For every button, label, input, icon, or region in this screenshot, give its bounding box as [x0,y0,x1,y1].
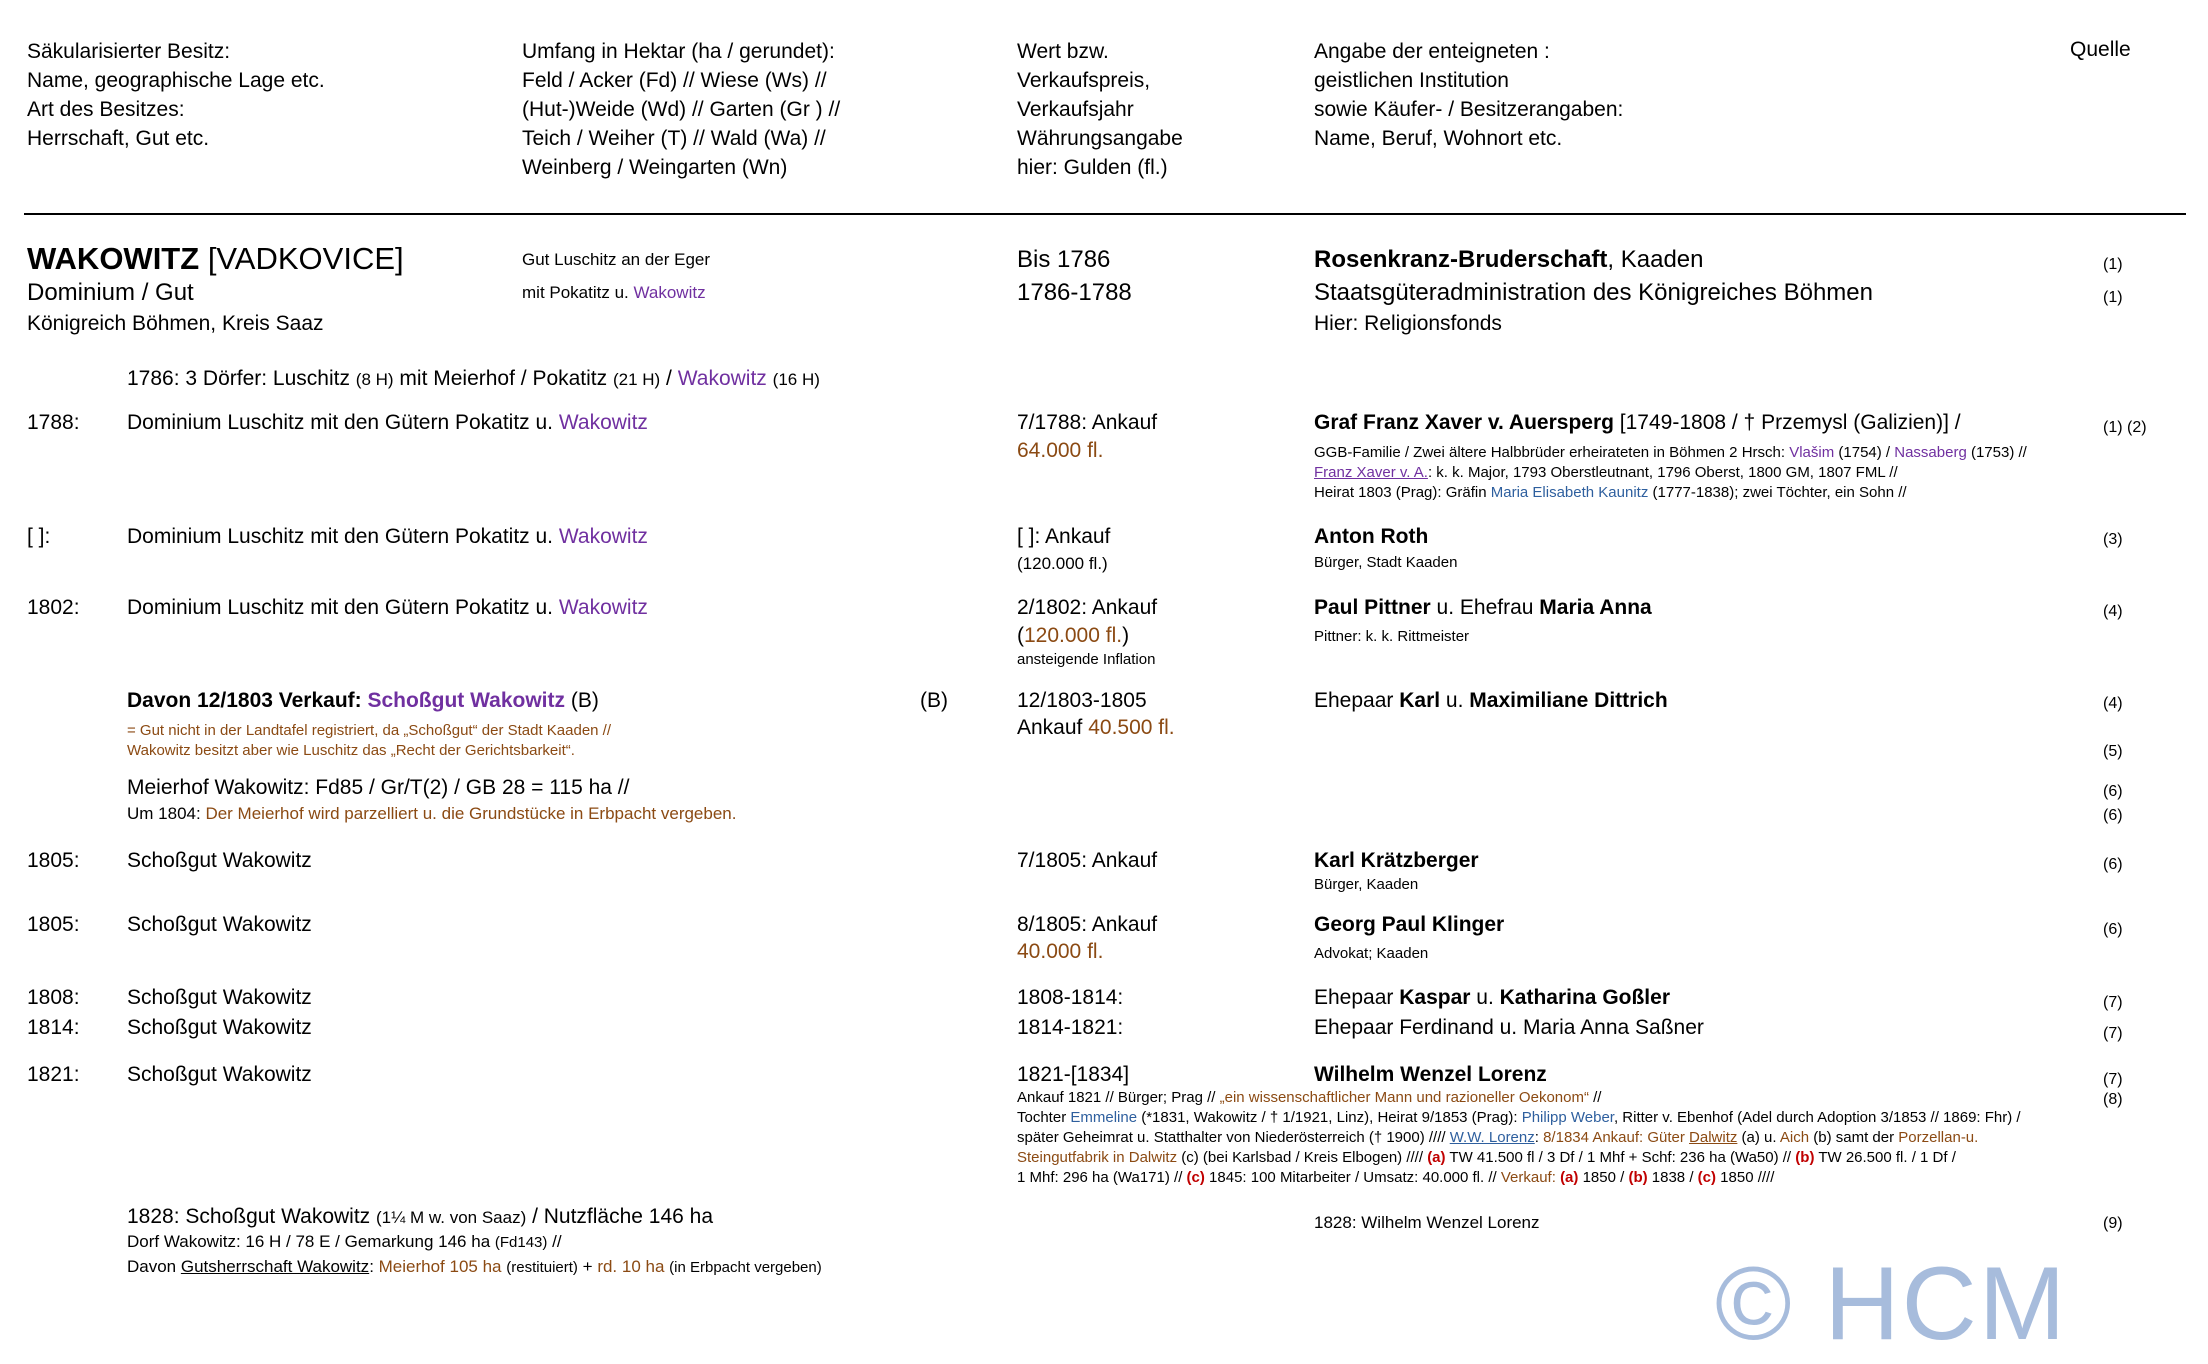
header-line: geistlichen Institution [1314,69,1509,92]
text: / Nutzfläche 146 ha [526,1205,714,1228]
row-desc: Schoßgut Wakowitz [127,1016,312,1039]
owner-2: Staatsgüteradministration des Königreiches Böhmen [1314,279,1873,306]
row-price [1017,623,1129,648]
header-line: Währungsangabe [1017,127,1183,150]
place-link[interactable]: Dalwitz [1689,1129,1738,1146]
text: / [660,367,678,390]
row-value: 7/1805: Ankauf [1017,849,1158,872]
source-ref: (7) [2103,994,2123,1011]
estate-location: Gut Luschitz an der Eger [522,250,711,269]
header-line: Verkaufspreis, [1017,69,1151,92]
person-link: Emmeline [1070,1109,1138,1126]
text: Dominium Luschitz mit den Gütern Pokatitz u. [127,596,559,619]
place-link: Wakowitz [558,411,648,434]
source-ref: (3) [2103,531,2123,548]
text: (1753) // [1966,444,2027,461]
person-link: Philipp Weber [1521,1109,1614,1126]
row-buyer: Ehepaar Ferdinand u. Maria Anna Saßner [1314,1016,1704,1039]
text: Davon [127,1257,181,1276]
row-price: 64.000 fl. [1017,439,1104,462]
text: u. [1440,689,1470,712]
row-mark: (B) [920,689,948,712]
row-desc [127,524,648,549]
text: (*1831, Wakowitz / † 1/1921, Linz), Heirat 9/1853 (Prag): [1137,1109,1522,1126]
text: (Fd143) [494,1234,548,1251]
row-note [1314,464,1898,482]
row-buyer [1314,985,1670,1010]
text: 1828: Schoßgut Wakowitz [127,1205,377,1228]
place-link: Wakowitz [677,367,767,390]
text: 1 Mhf: 296 ha (Wa171) // [1017,1169,1187,1186]
header-line: Umfang in Hektar (ha / gerundet): [522,40,835,63]
row-year: 1821: [27,1063,80,1086]
header-col-quelle: Quelle [2070,38,2131,61]
header-line: hier: Gulden (fl.) [1017,156,1168,179]
period-1: Bis 1786 [1017,246,1111,273]
header-col-umfang [522,37,840,182]
text: (b) samt der [1809,1129,1899,1146]
header-line: sowie Käufer- / Besitzerangaben: [1314,98,1624,121]
source-ref: (1) (2) [2103,419,2147,436]
source-ref: (6) [2103,807,2123,824]
text: Porzellan-u. [1898,1129,1979,1146]
text: Verkauf: [1500,1169,1561,1186]
source-ref: (5) [2103,743,2123,760]
estate-region: Königreich Böhmen, Kreis Saaz [27,312,324,335]
marker: (b) [1628,1169,1648,1186]
text: (21 H) [612,370,661,389]
estate-name-cz: [VADKOVICE] [207,241,404,276]
text: u. [1470,986,1500,1009]
row-note [1314,444,2027,462]
text: mit Pokatitz u. [522,283,634,302]
place-link: Wakowitz [558,596,648,619]
text: Ehepaar [1314,689,1400,712]
buyer-name: Graf Franz Xaver v. Auersperg [1314,411,1614,434]
text: 1838 / [1647,1169,1698,1186]
row-price [1017,715,1175,740]
header-line: Säkularisierter Besitz: [27,40,231,63]
row-value: 12/1803-1805 [1017,689,1147,712]
text: Ankauf 1821 // Bürger; Prag // [1017,1089,1220,1106]
marker: (b) [1795,1149,1815,1166]
row-buyer [1314,688,1668,713]
text: // [1588,1089,1602,1106]
text: : [1534,1129,1544,1146]
source-ref: (7) [2103,1025,2123,1042]
source-ref: (1) [2103,289,2123,306]
source-ref: (4) [2103,603,2123,620]
text: Um 1804: [127,804,206,823]
text: später Geheimrat u. Statthalter von Niederösterreich († 1900) //// [1017,1129,1450,1146]
summary-gut [127,1257,822,1277]
header-col-angabe [1314,37,1623,153]
text: Meierhof 105 ha [378,1257,502,1276]
row-value: 7/1788: Ankauf [1017,411,1158,434]
header-line: Name, Beruf, Wohnort etc. [1314,127,1563,150]
person-link: Maria Elisabeth Kaunitz [1490,484,1649,501]
text: + [577,1257,598,1276]
text: Der Meierhof wird parzelliert u. die Grundstücke in Erbpacht vergeben. [205,804,737,823]
row-value: 8/1805: Ankauf [1017,913,1158,936]
marker: (c) [1697,1169,1716,1186]
row-desc [127,595,648,620]
text: Heirat 1803 (Prag): Gräfin [1314,484,1491,501]
text: (restituiert) [506,1259,578,1276]
buyer-name: Paul Pittner [1314,596,1431,619]
text: (c) (bei Karlsbad / Kreis Elbogen) //// [1177,1149,1428,1166]
row-buyer: Karl Krätzberger [1314,849,1479,872]
source-ref: (8) [2103,1091,2123,1108]
row-buyer [1314,410,1961,435]
header-line: Name, geographische Lage etc. [27,69,325,92]
buyer-name: Katharina Goßler [1499,986,1670,1009]
text: Dominium Luschitz mit den Gütern Pokatitz u. [127,525,559,548]
row-value: 1821-[1834] [1017,1063,1130,1086]
header-line: Art des Besitzes: [27,98,185,121]
text: (a) u. [1737,1129,1780,1146]
text: 8/1834 Ankauf: Güter [1543,1129,1690,1146]
summary-1828 [127,1204,713,1229]
place-link: Vlašim [1789,444,1835,461]
row-note [1017,1149,1956,1167]
text: u. Ehefrau [1430,596,1540,619]
row-year: 1802: [27,596,80,619]
row-year: 1808: [27,986,80,1009]
text: Ehepaar [1314,986,1400,1009]
text: 1845: 100 Mitarbeiter / Umsatz: 40.000 fl. // [1204,1169,1501,1186]
estate-type: Dominium / Gut [27,279,194,306]
header-line: Herrschaft, Gut etc. [27,127,210,150]
place-link: Schoßgut Wakowitz [367,689,566,712]
buyer-name: Kaspar [1399,986,1471,1009]
row-note [1017,1169,1774,1187]
row-desc: Schoßgut Wakowitz [127,913,312,936]
source-ref: (9) [2103,1215,2123,1232]
place-link: Wakowitz [633,283,706,302]
person-link[interactable]: W.W. Lorenz [1449,1129,1535,1146]
text: Davon 12/1803 Verkauf: [127,689,368,712]
row-year: 1805: [27,849,80,872]
row-desc: Schoßgut Wakowitz [127,986,312,1009]
text: Dominium Luschitz mit den Gütern Pokatitz u. [127,411,559,434]
text: (1754) / [1834,444,1895,461]
row-value: 1808-1814: [1017,986,1124,1009]
text: Tochter [1017,1109,1071,1126]
header-col-besitz [27,37,325,153]
price: 40.500 fl. [1088,716,1175,739]
row-buyer: Anton Roth [1314,525,1429,548]
row-year: 1788: [27,411,80,434]
meierhof-line: Meierhof Wakowitz: Fd85 / Gr/T(2) / GB 28 = 115 ha // [127,776,630,799]
header-line: Verkaufsjahr [1017,98,1134,121]
quote: „ein wissenschaftlicher Mann und razioneller Oekonom“ [1219,1089,1589,1106]
row-year: [ ]: [27,525,51,548]
text: Dorf Wakowitz: 16 H / 78 E / Gemarkung 146 ha [127,1232,495,1251]
header-line: Weinberg / Weingarten (Wn) [522,156,788,179]
row-desc [127,410,648,435]
row-note: Bürger, Kaaden [1314,876,1419,893]
row-value: 2/1802: Ankauf [1017,596,1158,619]
text: 1786: 3 Dörfer: Luschitz [127,367,356,390]
header-divider [24,213,2186,215]
price: 120.000 fl. [1024,624,1123,647]
header-line: Wert bzw. [1017,40,1109,63]
text: , Ritter v. Ebenhof (Adel durch Adoption 3/1853 // 1869: Fhr) / [1613,1109,2021,1126]
row-note: Advokat; Kaaden [1314,945,1429,962]
estate-title [27,240,404,277]
text: : [369,1257,379,1276]
source-ref: (6) [2103,921,2123,938]
row-note [1314,484,1907,502]
row-note: Bürger, Stadt Kaaden [1314,554,1458,571]
text: 1850 / [1578,1169,1629,1186]
row-price: (120.000 fl.) [1017,554,1108,573]
row-buyer: Georg Paul Klinger [1314,913,1505,936]
row-note: Wakowitz besitzt aber wie Luschitz das „Recht der Gerichtsbarkeit“. [127,742,575,759]
estate-name: WAKOWITZ [27,241,200,276]
row-desc [127,688,599,713]
text: (16 H) [772,370,820,389]
copyright-watermark: © HCM [1715,1246,2068,1362]
row-note [1017,1109,2021,1127]
text: Ankauf [1017,716,1089,739]
header-line: Feld / Acker (Fd) // Wiese (Ws) // [522,69,827,92]
text: rd. 10 ha [597,1257,665,1276]
text: [1749-1808 / † Przemysl (Galizien)] / [1613,411,1961,434]
text: (1¼ M w. von Saaz) [376,1208,527,1227]
header-line: Teich / Weiher (T) // Wald (Wa) // [522,127,826,150]
row-note [1017,1089,1601,1107]
estate-location-2 [522,283,706,303]
text: , Kaaden [1607,246,1704,273]
row-year: 1805: [27,913,80,936]
place-link: Aich [1779,1129,1810,1146]
row-buyer: Wilhelm Wenzel Lorenz [1314,1063,1547,1086]
source-ref: (4) [2103,695,2123,712]
source-ref: (6) [2103,783,2123,800]
buyer-name: Maximiliane Dittrich [1469,689,1668,712]
owner-1 [1314,246,1704,275]
row-desc: Schoßgut Wakowitz [127,1063,312,1086]
text: 1850 //// [1716,1169,1775,1186]
text: ( [1017,624,1024,647]
row-desc: Schoßgut Wakowitz [127,849,312,872]
source-ref: (1) [2103,256,2123,273]
summary-dorf [127,1232,562,1252]
owner-name: Rosenkranz-Bruderschaft [1314,246,1608,273]
text: TW 26.500 fl. / 1 Df / [1814,1149,1956,1166]
text: mit Meierhof / Pokatitz [393,367,613,390]
text: TW 41.500 fl / 3 Df / 1 Mhf + Schf: 236 ha (Wa50) // [1445,1149,1796,1166]
buyer-name: Karl [1399,689,1441,712]
source-ref: (6) [2103,856,2123,873]
text: : k. k. Major, 1793 Oberstleutnant, 1796 Oberst, 1800 GM, 1807 FML // [1427,464,1898,481]
buyer-name: Maria Anna [1539,596,1652,619]
text: ) [1122,624,1130,647]
row-note: ansteigende Inflation [1017,651,1156,668]
text: (8 H) [355,370,394,389]
marker: (a) [1427,1149,1446,1166]
header-col-wert [1017,37,1183,182]
summary-owner: 1828: Wilhelm Wenzel Lorenz [1314,1213,1540,1232]
text: (B) [565,689,599,712]
marker: (a) [1560,1169,1579,1186]
place-link: Wakowitz [558,525,648,548]
row-buyer [1314,595,1652,620]
estate-link[interactable]: Gutsherrschaft Wakowitz [180,1257,370,1276]
marker: (c) [1186,1169,1205,1186]
person-link[interactable]: Franz Xaver v. A. [1314,464,1428,481]
row-value: [ ]: Ankauf [1017,525,1111,548]
row-year: 1814: [27,1016,80,1039]
text: // [547,1232,562,1251]
row-value: 1814-1821: [1017,1016,1124,1039]
text: (in Erbpacht vergeben) [669,1259,822,1276]
text: (1777-1838); zwei Töchter, ein Sohn // [1648,484,1907,501]
owner-3: Hier: Religionsfonds [1314,312,1502,335]
place-link: Nassaberg [1894,444,1967,461]
row-price: 40.000 fl. [1017,940,1104,963]
source-ref: (7) [2103,1071,2123,1088]
villages-1786 [127,366,820,391]
row-note: = Gut nicht in der Landtafel registriert, da „Schoßgut“ der Stadt Kaaden // [127,722,612,739]
meierhof-note [127,804,736,824]
row-note [1017,1129,1978,1147]
period-2: 1786-1788 [1017,279,1132,306]
row-note: Pittner: k. k. Rittmeister [1314,628,1470,645]
header-line: Angabe der enteigneten : [1314,40,1550,63]
text: Steingutfabrik in Dalwitz [1017,1149,1178,1166]
header-line: (Hut-)Weide (Wd) // Garten (Gr ) // [522,98,841,121]
text: GGB-Familie / Zwei ältere Halbbrüder erheirateten in Böhmen 2 Hrsch: [1314,444,1790,461]
